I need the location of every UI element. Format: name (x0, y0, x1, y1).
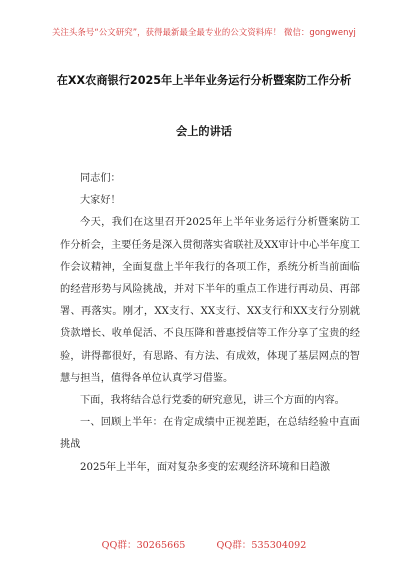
footer-qq-group-1: QQ群：30265665 (101, 540, 186, 551)
paragraph-opening: 今天，我们在这里召开2025年上半年业务运行分析暨案防工作分析会，主要任务是深入贯彻落实省联社及XX审计中心半年度工作会议精神，全面复盘上半年我行的各项工作，系统分析当前面临的经营形势与风险挑战，并对下半年的重点工作进行再动员、再部署、再落实。刚才，XX支行、XX支行、XX支行和XX支行分别就贷款增长、收单促活、不良压降和普惠授信等工作分享了宝贵的经验，讲得都很好，有思路、有方法、有成效，体现了基层网点的智慧与担当，值得各单位认真学习借鉴。 (60, 217, 360, 384)
salutation: 同志们： (80, 173, 121, 184)
paragraph-review: 2025年上半年，面对复杂多变的宏观经济环境和日趋激 (80, 461, 331, 473)
document-body (60, 168, 360, 479)
document-title-continuation: 会上的讲话 (176, 125, 232, 138)
footer-qq-group-2: QQ群：535304092 (216, 540, 307, 551)
footer (0, 537, 408, 551)
header-banner: 关注头条号“公文研究”，获得最新最全最专业的公文资料库！ 微信：gongwenyj (52, 27, 356, 37)
document-title: 在XX农商银行2025年上半年业务运行分析暨案防工作分析 (56, 74, 352, 87)
paragraph-outline: 下面，我将结合总行党委的研究意见，讲三个方面的内容。 (80, 395, 345, 407)
section-heading-1: 一、回顾上半年：在肯定成绩中正视差距，在总结经验中直面挑战 (60, 417, 360, 451)
greeting: 大家好！ (80, 195, 121, 207)
